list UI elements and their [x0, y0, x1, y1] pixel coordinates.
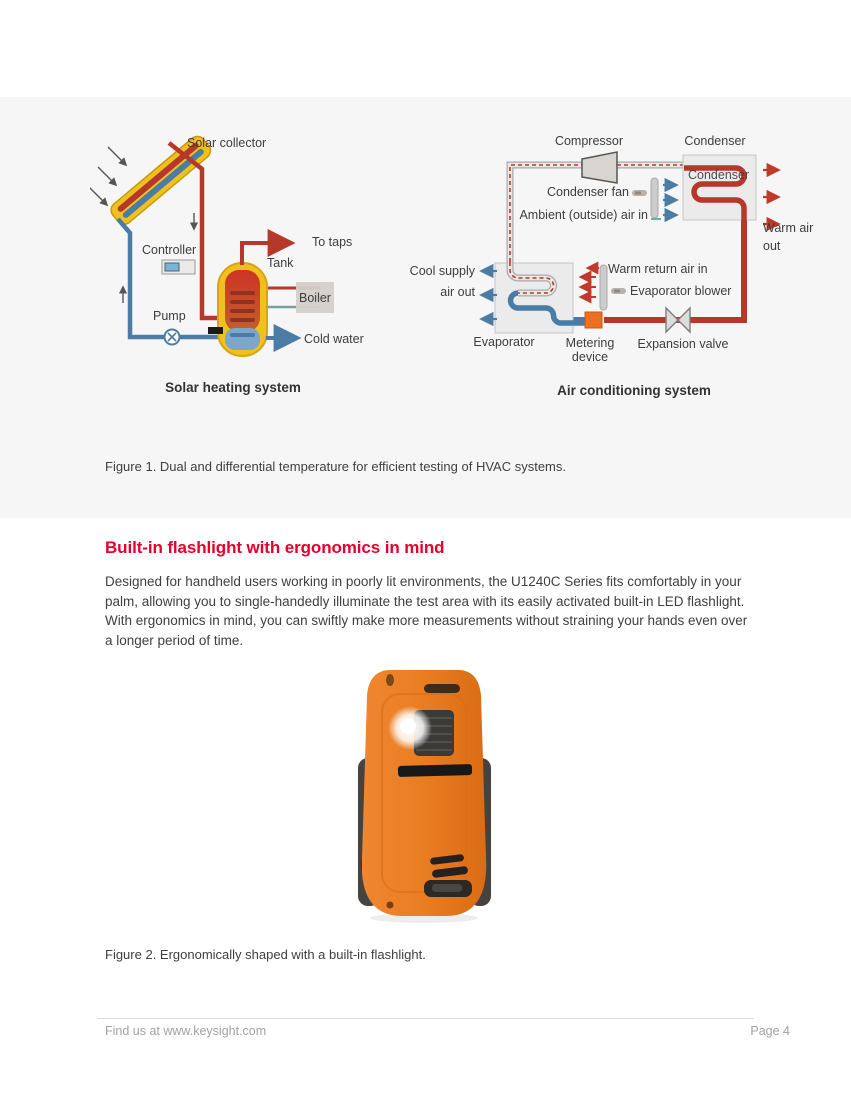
warm-air-out-arrows-icon — [763, 170, 778, 224]
tank-sensor-icon — [208, 327, 223, 334]
label-warm-return: Warm return air in — [608, 262, 708, 276]
footer-link[interactable]: Find us at www.keysight.com — [105, 1024, 267, 1038]
hanging-hole — [386, 674, 394, 686]
led-core-icon — [400, 718, 416, 734]
label-evap-blower: Evaporator blower — [630, 284, 732, 298]
label-evaporator: Evaporator — [473, 335, 535, 349]
footer-page-number: Page 4 — [750, 1024, 790, 1038]
expansion-valve-icon — [666, 308, 690, 332]
label-condenser-fan: Condenser fan — [546, 185, 629, 199]
sun-rays-icon — [90, 147, 126, 205]
condenser-inner-label: Condenser — [688, 168, 750, 182]
label-compressor: Compressor — [554, 134, 624, 148]
label-tank: Tank — [267, 256, 294, 270]
label-controller: Controller — [142, 243, 197, 257]
label-ambient-air: Ambient (outside) air in — [519, 208, 648, 222]
condenser-fan-icon — [632, 190, 647, 196]
compressor-icon — [582, 152, 617, 183]
label-pump: Pump — [153, 309, 186, 323]
solar-heating-diagram — [90, 125, 390, 397]
label-metering-2: device — [571, 350, 609, 364]
footer-rule — [97, 1018, 754, 1019]
metering-device-icon — [585, 312, 602, 328]
controller-icon — [162, 260, 195, 274]
label-to-taps: To taps — [312, 235, 353, 249]
label-solar-collector: Solar collector — [187, 136, 267, 150]
stand-latch — [424, 880, 472, 897]
ambient-air-arrows-icon — [663, 185, 676, 215]
warm-return-arrows-icon — [581, 268, 599, 297]
figure2-caption: Figure 2. Ergonomically shaped with a built-in flashlight. — [105, 947, 426, 962]
label-metering-1: Metering — [565, 336, 615, 350]
pump-icon — [165, 330, 180, 345]
solar-diagram-title: Solar heating system — [165, 380, 301, 395]
evaporator-blower-fan-icon — [611, 288, 626, 294]
ac-diagram-title: Air conditioning system — [557, 383, 711, 398]
label-warm-air-1: Warm air — [763, 221, 814, 235]
strap-bar — [398, 764, 472, 777]
section-paragraph: Designed for handheld users working in poorly lit environments, the U1240C Series fits comfortably in your palm, allowing you to single-handedly illuminate the test area with its easily activated built-in LED flashlight. With ergonomics in mind, you can swiftly make more measurements without straining your hands even over a longer period of time. — [105, 574, 748, 648]
multimeter-image — [352, 662, 497, 927]
bottom-hole — [387, 902, 394, 909]
section-heading: Built-in flashlight with ergonomics in mind — [105, 538, 445, 557]
evaporator-box — [495, 262, 588, 333]
label-boiler: Boiler — [299, 291, 331, 305]
tank-icon — [218, 263, 267, 356]
label-cool-supply-2: air out — [440, 285, 475, 299]
condenser-box — [683, 155, 756, 222]
label-cool-supply-1: Cool supply — [409, 264, 475, 278]
label-cold-water: Cold water — [304, 332, 364, 346]
label-expansion-valve: Expansion valve — [637, 337, 729, 351]
figure1-caption: Figure 1. Dual and differential temperature for efficient testing of HVAC systems. — [105, 459, 566, 474]
meter-body — [362, 670, 486, 916]
label-warm-air-2: out — [763, 239, 781, 253]
top-slot — [424, 684, 460, 693]
label-condenser: Condenser — [684, 134, 746, 148]
air-conditioning-diagram — [400, 128, 820, 408]
evaporator-blower-bar-icon — [600, 265, 607, 310]
condenser-fan-bar-icon — [651, 178, 658, 218]
